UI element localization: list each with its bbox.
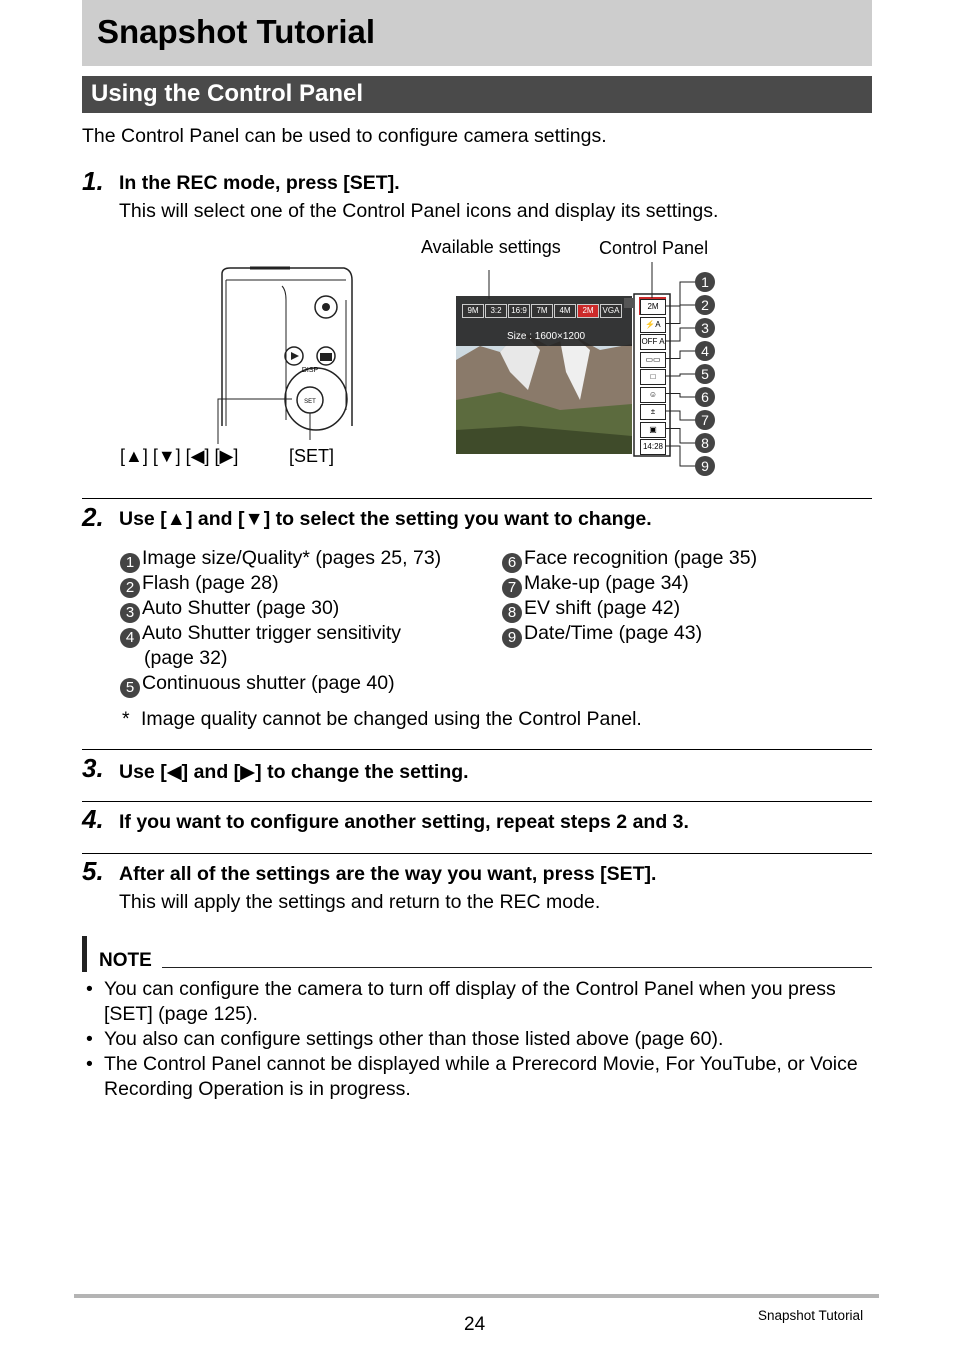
lcd-screen — [456, 262, 670, 456]
bullet-dot: • — [86, 978, 93, 1000]
list-text: Face recognition (page 35) — [524, 547, 758, 569]
callout-leader — [666, 374, 696, 376]
bullet-dot: • — [86, 1028, 93, 1050]
panel-icon: ⚡A — [640, 317, 666, 333]
callout-leader — [666, 328, 696, 341]
callout-number: 9 — [701, 458, 709, 474]
set-button-text: SET — [304, 399, 316, 405]
note-bullet — [82, 977, 872, 1027]
panel-icon: ± — [640, 404, 666, 420]
note-bullet-text: The Control Panel cannot be displayed while a Prerecord Movie, For YouTube, or Voice Recording Operation is in progress. — [104, 1053, 858, 1100]
list-number-circle: 5 — [120, 678, 140, 698]
footer-rule — [74, 1294, 879, 1298]
control-ring — [285, 368, 347, 430]
strip-setting: 9M — [462, 304, 484, 318]
step-2-number: 2. — [82, 502, 104, 532]
callout-leader — [666, 282, 696, 306]
callout-number: 6 — [701, 389, 709, 405]
step-divider — [82, 801, 872, 802]
step-4-title: If you want to configure another setting, repeat steps 2 and 3. — [119, 811, 689, 833]
panel-icon: OFF A — [640, 334, 666, 350]
intro-text: The Control Panel can be used to configure camera settings. — [82, 125, 607, 147]
note-bullet-text: You can configure the camera to turn off display of the Control Panel when you press [SET] (page 125). — [104, 978, 836, 1025]
callout-number: 7 — [701, 412, 709, 428]
list-item — [120, 622, 401, 648]
step-4-number: 4. — [82, 804, 104, 834]
list-text: Auto Shutter trigger sensitivity — [142, 622, 402, 644]
strip-setting: 16:9 — [508, 304, 530, 318]
list-text: EV shift (page 42) — [524, 597, 681, 619]
strip-setting: 7M — [531, 304, 553, 318]
step-3-number: 3. — [82, 753, 104, 783]
step-3-title: Use [◀] and [▶] to change the setting. — [119, 761, 469, 783]
list-text: (page 32) — [144, 647, 228, 669]
callout-leader — [666, 394, 696, 398]
list-item — [120, 547, 441, 573]
settings-strip — [462, 304, 622, 318]
step-5-number: 5. — [82, 856, 104, 886]
callout-leader — [666, 411, 696, 420]
note-marker — [82, 936, 87, 972]
step-divider — [82, 749, 872, 750]
panel-icon: ☺ — [640, 387, 666, 403]
list-number-circle: 1 — [120, 553, 140, 573]
note-bullet — [82, 1052, 872, 1102]
callout-leader — [666, 305, 696, 324]
callout-number: 3 — [701, 320, 709, 336]
list-number-circle: 3 — [120, 603, 140, 623]
step-1-desc: This will select one of the Control Panel icons and display its settings. — [119, 200, 719, 222]
note-rule — [162, 967, 872, 968]
list-text: Image size/Quality* (pages 25, 73) — [142, 547, 442, 569]
step-1-title: In the REC mode, press [SET]. — [119, 172, 400, 194]
list-text: Continuous shutter (page 40) — [142, 672, 395, 694]
callout-leader — [666, 351, 696, 359]
list-item — [120, 672, 395, 698]
list-number-circle: 7 — [502, 578, 522, 598]
list-item — [120, 572, 279, 598]
step-1-number: 1. — [82, 166, 104, 196]
list-item — [502, 597, 680, 623]
page-number: 24 — [464, 1314, 486, 1335]
footnote-text: Image quality cannot be changed using the Control Panel. — [141, 708, 642, 730]
note-bullet-text: You also can configure settings other than those listed above (page 60). — [104, 1028, 724, 1050]
page-title: Snapshot Tutorial — [97, 13, 376, 50]
footnote-mark: * — [122, 708, 130, 730]
list-item — [120, 647, 227, 670]
strip-setting: 4M — [554, 304, 576, 318]
callout-number: 5 — [701, 366, 709, 382]
note-list — [82, 977, 872, 1102]
list-text: Date/Time (page 43) — [524, 622, 703, 644]
panel-icon: ▣ — [640, 422, 666, 438]
footer-section: Snapshot Tutorial — [758, 1308, 864, 1323]
step-divider — [82, 498, 872, 499]
callout-leader — [666, 446, 696, 466]
list-text: Auto Shutter (page 30) — [142, 597, 340, 619]
label-available-settings: Available settings — [421, 237, 561, 257]
disp-text: DISP — [301, 367, 319, 374]
step-5-title: After all of the settings are the way you want, press [SET]. — [119, 863, 657, 885]
section-title: Using the Control Panel — [91, 80, 364, 107]
bullet-dot: • — [86, 1053, 93, 1075]
step-divider — [82, 853, 872, 854]
list-text: Make-up (page 34) — [524, 572, 689, 594]
label-control-panel: Control Panel — [599, 238, 709, 258]
callout-number: 1 — [701, 274, 709, 290]
list-number-circle: 8 — [502, 603, 522, 623]
list-number-circle: 9 — [502, 628, 522, 648]
note-bullet — [82, 1027, 872, 1052]
list-number-circle: 6 — [502, 553, 522, 573]
label-set-button: [SET] — [289, 446, 335, 466]
strip-setting: 3:2 — [485, 304, 507, 318]
panel-icon: 14:28 — [640, 439, 666, 455]
panel-icon: □ — [640, 369, 666, 385]
strip-setting: 2M — [577, 304, 599, 318]
step-2-title: Use [▲] and [▼] to select the setting you want to change. — [119, 508, 652, 530]
step-5-desc: This will apply the settings and return to the REC mode. — [119, 891, 601, 913]
strip-setting: VGA — [600, 304, 622, 318]
callout-leader — [666, 429, 696, 444]
callout-number: 2 — [701, 297, 709, 313]
size-readout: Size : 1600×1200 — [507, 331, 586, 342]
list-number-circle: 4 — [120, 628, 140, 648]
list-text: Flash (page 28) — [142, 572, 279, 594]
camera-back — [218, 268, 352, 444]
list-item — [502, 547, 757, 573]
callout-number: 8 — [701, 435, 709, 451]
list-item — [120, 597, 339, 623]
callout-number: 4 — [701, 343, 709, 359]
list-number-circle: 2 — [120, 578, 140, 598]
panel-icon: ▭▭ — [640, 352, 666, 368]
callout-lines — [660, 268, 720, 478]
list-item — [502, 572, 689, 598]
label-arrow-buttons: [▲] [▼] [◀] [▶] — [120, 446, 239, 466]
list-item — [502, 622, 702, 648]
panel-icon: 2M — [640, 299, 666, 315]
camera-figure — [0, 0, 954, 500]
note-label: NOTE — [99, 950, 152, 971]
